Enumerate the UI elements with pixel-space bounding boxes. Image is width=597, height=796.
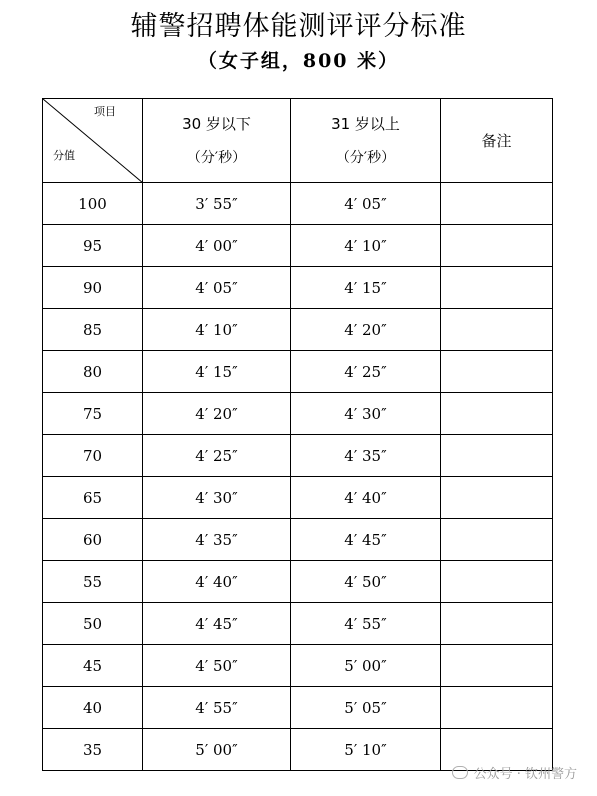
remarks-cell: [441, 225, 553, 267]
header-over-31-label: 31 岁以上: [331, 114, 400, 133]
remarks-cell: [441, 603, 553, 645]
wechat-icon: [452, 766, 468, 779]
time-over-31-cell: 4′ 20″: [291, 309, 441, 351]
remarks-cell: [441, 351, 553, 393]
table-row: [43, 435, 553, 477]
score-cell: 85: [43, 309, 143, 351]
header-under-30-label: 30 岁以下: [182, 114, 251, 133]
header-under-30-unit: （分′秒）: [186, 149, 247, 166]
time-under-30-cell: 4′ 55″: [143, 687, 291, 729]
score-cell: 45: [43, 645, 143, 687]
remarks-cell: [441, 435, 553, 477]
time-over-31-cell: 5′ 00″: [291, 645, 441, 687]
time-over-31-cell: 4′ 45″: [291, 519, 441, 561]
remarks-cell: [441, 561, 553, 603]
score-cell: 80: [43, 351, 143, 393]
time-over-31-cell: 4′ 50″: [291, 561, 441, 603]
header-under-30: [143, 99, 291, 183]
remarks-cell: [441, 393, 553, 435]
score-cell: 70: [43, 435, 143, 477]
time-under-30-cell: 3′ 55″: [143, 183, 291, 225]
diagonal-header-cell: [43, 99, 143, 183]
page-subtitle: （女子组，800 米）: [197, 50, 400, 72]
page-title: 辅警招聘体能测评评分标准: [130, 11, 467, 42]
time-under-30-cell: 4′ 50″: [143, 645, 291, 687]
time-under-30-cell: 4′ 00″: [143, 225, 291, 267]
time-under-30-cell: 5′ 00″: [143, 729, 291, 771]
time-under-30-cell: 4′ 35″: [143, 519, 291, 561]
score-cell: 100: [43, 183, 143, 225]
table-row: [43, 393, 553, 435]
scoring-table: [42, 98, 553, 771]
remarks-cell: [441, 267, 553, 309]
time-over-31-cell: 4′ 15″: [291, 267, 441, 309]
score-cell: 90: [43, 267, 143, 309]
table-row: [43, 645, 553, 687]
remarks-cell: [441, 183, 553, 225]
score-cell: 65: [43, 477, 143, 519]
diagonal-line: [43, 99, 143, 183]
score-cell: 60: [43, 519, 143, 561]
time-over-31-cell: 4′ 40″: [291, 477, 441, 519]
remarks-cell: [441, 687, 553, 729]
scoring-table-body: [43, 99, 553, 771]
time-under-30-cell: 4′ 45″: [143, 603, 291, 645]
header-project-label: 项目: [94, 105, 116, 118]
time-under-30-cell: 4′ 10″: [143, 309, 291, 351]
time-under-30-cell: 4′ 15″: [143, 351, 291, 393]
time-over-31-cell: 4′ 05″: [291, 183, 441, 225]
table-row: [43, 519, 553, 561]
score-cell: 75: [43, 393, 143, 435]
remarks-cell: [441, 309, 553, 351]
time-over-31-cell: 4′ 25″: [291, 351, 441, 393]
score-cell: 35: [43, 729, 143, 771]
table-row: [43, 351, 553, 393]
table-row: [43, 687, 553, 729]
table-row: [43, 225, 553, 267]
time-over-31-cell: 5′ 10″: [291, 729, 441, 771]
table-row: [43, 183, 553, 225]
time-under-30-cell: 4′ 20″: [143, 393, 291, 435]
table-row: [43, 561, 553, 603]
time-under-30-cell: 4′ 05″: [143, 267, 291, 309]
time-over-31-cell: 4′ 35″: [291, 435, 441, 477]
header-score-label: 分值: [53, 149, 75, 162]
remarks-cell: [441, 477, 553, 519]
remarks-cell: [441, 645, 553, 687]
header-remarks: 备注: [441, 99, 553, 183]
table-row: [43, 477, 553, 519]
watermark-text: 公众号 · 钦州警方: [473, 767, 577, 782]
remarks-cell: [441, 519, 553, 561]
time-over-31-cell: 5′ 05″: [291, 687, 441, 729]
time-under-30-cell: 4′ 25″: [143, 435, 291, 477]
table-row: [43, 603, 553, 645]
table-row: [43, 309, 553, 351]
score-cell: 95: [43, 225, 143, 267]
score-cell: 50: [43, 603, 143, 645]
table-row: [43, 267, 553, 309]
time-under-30-cell: 4′ 40″: [143, 561, 291, 603]
watermark: [452, 763, 577, 782]
time-over-31-cell: 4′ 30″: [291, 393, 441, 435]
time-over-31-cell: 4′ 10″: [291, 225, 441, 267]
table-header-row: [43, 99, 553, 183]
score-cell: 55: [43, 561, 143, 603]
time-over-31-cell: 4′ 55″: [291, 603, 441, 645]
score-cell: 40: [43, 687, 143, 729]
header-over-31: [291, 99, 441, 183]
header-over-31-unit: （分′秒）: [335, 149, 396, 166]
time-under-30-cell: 4′ 30″: [143, 477, 291, 519]
